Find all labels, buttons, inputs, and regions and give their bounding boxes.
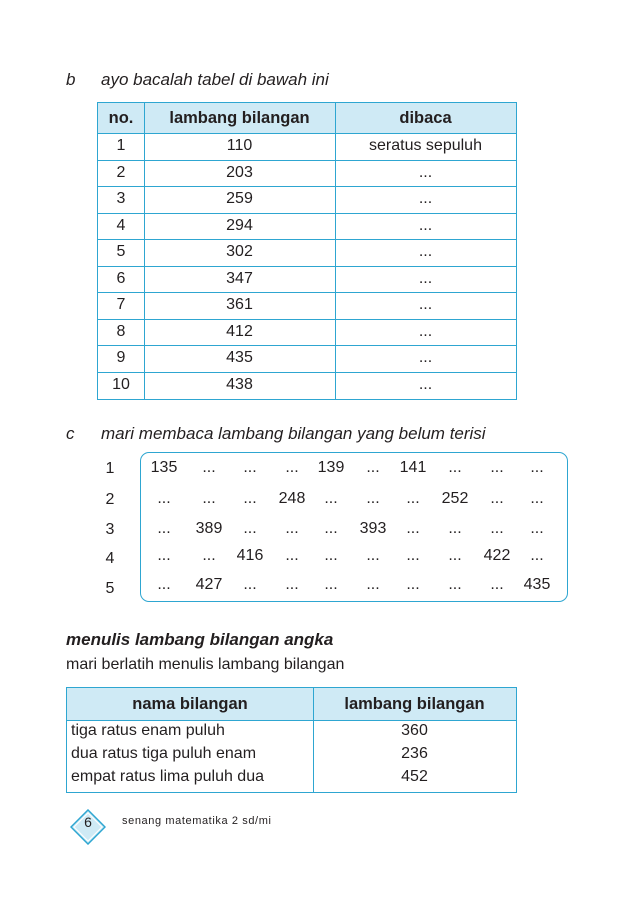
sequence-number: 393 <box>359 520 387 537</box>
row-lambang: 438 <box>226 375 253 393</box>
header-no: no. <box>108 109 134 127</box>
sequence-number: ... <box>490 459 504 476</box>
row-no: 1 <box>116 137 126 154</box>
row-lambang: 294 <box>226 216 253 234</box>
sequence-number: ... <box>202 459 216 476</box>
writing-table <box>66 687 517 793</box>
sequence-number: ... <box>406 520 420 537</box>
row-lambang: 347 <box>226 269 253 287</box>
sequence-number: ... <box>448 576 462 593</box>
lambang-bilangan-cell: 360 <box>401 722 428 739</box>
lambang-bilangan-cell: 452 <box>401 768 428 785</box>
sequence-number: 435 <box>523 576 551 593</box>
row-dibaca: ... <box>418 216 433 234</box>
row-no: 8 <box>116 322 126 340</box>
section-b-instruction: ayo bacalah tabel di bawah ini <box>101 70 329 89</box>
row-dibaca: ... <box>418 269 433 287</box>
row-lambang: 412 <box>226 322 253 340</box>
header-lambang-bilangan: lambang bilangan <box>169 109 310 127</box>
sequence-number: ... <box>324 547 338 564</box>
sequence-number: ... <box>366 547 380 564</box>
sequence-number: ... <box>324 576 338 593</box>
sequence-number: ... <box>243 576 257 593</box>
sequence-number: ... <box>406 547 420 564</box>
sequence-number: ... <box>324 520 338 537</box>
sequence-number: ... <box>530 490 544 507</box>
sequence-number: ... <box>157 490 171 507</box>
row-no: 3 <box>116 190 126 207</box>
nama-bilangan-cell: empat ratus lima puluh dua <box>71 768 264 785</box>
nama-bilangan-cell: dua ratus tiga puluh enam <box>71 745 257 762</box>
row-no: 4 <box>116 216 126 234</box>
header-dibaca: dibaca <box>399 109 452 127</box>
sequence-number: ... <box>202 490 216 507</box>
reading-table <box>97 102 517 400</box>
sequence-row-number: 5 <box>105 580 115 597</box>
sequence-number: ... <box>243 490 257 507</box>
sequence-number: ... <box>530 459 544 476</box>
sequence-number: ... <box>406 576 420 593</box>
row-lambang: 361 <box>226 296 253 313</box>
row-no: 7 <box>116 296 126 313</box>
row-no: 6 <box>116 269 126 287</box>
sequence-number: ... <box>406 490 420 507</box>
section-b-letter: b <box>66 70 76 89</box>
row-dibaca: ... <box>418 375 433 393</box>
sequence-number: 141 <box>399 459 427 476</box>
sequence-number: ... <box>448 459 462 476</box>
row-lambang: 110 <box>226 137 253 154</box>
row-dibaca: ... <box>418 296 433 313</box>
sequence-number: ... <box>530 520 544 537</box>
sequence-number: ... <box>366 459 380 476</box>
row-lambang: 203 <box>226 163 253 181</box>
row-dibaca: seratus sepuluh <box>369 137 482 154</box>
row-dibaca: ... <box>418 349 433 366</box>
page-number: 6 <box>84 814 92 830</box>
sequence-number: 389 <box>195 520 223 537</box>
sequence-number: ... <box>243 459 257 476</box>
sequence-number: ... <box>490 520 504 537</box>
row-dibaca: ... <box>418 163 433 181</box>
header-nama-bilangan: nama bilangan <box>132 695 248 713</box>
sequence-number: 422 <box>483 547 511 564</box>
sequence-number: ... <box>157 520 171 537</box>
row-no: 5 <box>116 243 126 260</box>
row-no: 10 <box>112 375 130 393</box>
sequence-number: ... <box>157 576 171 593</box>
writing-subtitle: mari berlatih menulis lambang bilangan <box>66 656 345 673</box>
row-lambang: 435 <box>226 349 253 366</box>
section-c-letter: c <box>66 424 75 443</box>
header-lambang-bilangan-2: lambang bilangan <box>344 695 485 713</box>
sequence-number: ... <box>490 576 504 593</box>
sequence-row-number: 1 <box>105 460 115 477</box>
sequence-number: ... <box>530 547 544 564</box>
sequence-number: ... <box>285 520 299 537</box>
sequence-number: ... <box>285 547 299 564</box>
sequence-number: ... <box>285 576 299 593</box>
sequence-number: ... <box>157 547 171 564</box>
row-no: 2 <box>116 163 126 181</box>
sequence-number: 416 <box>236 547 264 564</box>
sequence-number: 427 <box>195 576 223 593</box>
sequence-row-number: 4 <box>105 550 115 567</box>
sequence-number: 252 <box>441 490 469 507</box>
lambang-bilangan-cell: 236 <box>401 745 428 762</box>
row-lambang: 302 <box>226 243 253 260</box>
sequence-number: ... <box>490 490 504 507</box>
row-dibaca: ... <box>418 190 433 207</box>
sequence-number: 135 <box>150 459 178 476</box>
writing-title: menulis lambang bilangan angka <box>66 630 334 649</box>
section-c-instruction: mari membaca lambang bilangan yang belum terisi <box>101 424 486 443</box>
row-no: 9 <box>116 349 126 366</box>
sequence-number: ... <box>448 547 462 564</box>
sequence-number: ... <box>202 547 216 564</box>
footer-book-title: senang matematika 2 sd/mi <box>122 815 272 827</box>
sequence-row-number: 3 <box>105 521 115 538</box>
sequence-number: ... <box>243 520 257 537</box>
nama-bilangan-cell: tiga ratus enam puluh <box>71 722 225 739</box>
row-dibaca: ... <box>418 322 433 340</box>
sequence-number: ... <box>366 576 380 593</box>
sequence-number: ... <box>448 520 462 537</box>
sequence-number: ... <box>285 459 299 476</box>
sequence-number: 248 <box>278 490 306 507</box>
sequence-row-number: 2 <box>105 491 115 508</box>
row-dibaca: ... <box>418 243 433 260</box>
sequence-number: ... <box>366 490 380 507</box>
sequence-number: 139 <box>317 459 345 476</box>
sequence-number: ... <box>324 490 338 507</box>
row-lambang: 259 <box>226 190 253 207</box>
